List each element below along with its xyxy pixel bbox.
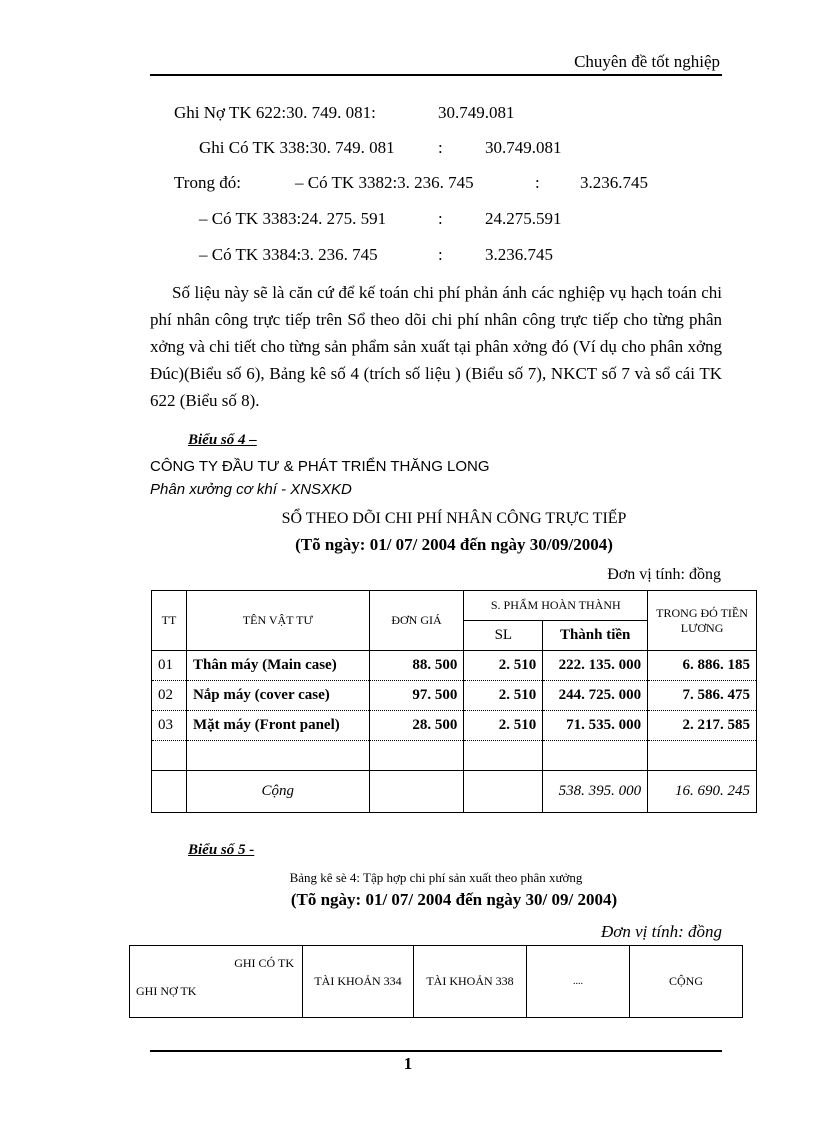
- total-amount: 538. 395. 000: [543, 771, 648, 813]
- bieu4-table: [151, 590, 757, 813]
- cell-amount: 222. 135. 000: [543, 651, 648, 681]
- cell-tt: 03: [152, 711, 187, 741]
- entry-label: – Có TK 3384:3. 236. 745: [199, 245, 378, 264]
- col-amount: Thành tiền: [543, 621, 648, 651]
- bieu4-title: SỔ THEO DÕI CHI PHÍ NHÂN CÔNG TRỰC TIẾP: [281, 510, 627, 527]
- header-corner-cell: [130, 946, 303, 1018]
- cell-name: Nắp máy (cover case): [186, 681, 369, 711]
- entry-label: – Có TK 3383:24. 275. 591: [199, 209, 387, 228]
- bieu5-period: (Tõ ngày: 01/ 07/ 2004 đến ngày 30/ 09/ 2004): [290, 890, 618, 909]
- entry-label: – Có TK 3382:3. 236. 745: [295, 173, 474, 192]
- cell-name: Mặt máy (Front panel): [186, 711, 369, 741]
- cell-price: 88. 500: [369, 651, 464, 681]
- cell-tt: 02: [152, 681, 187, 711]
- total-row: [152, 771, 757, 813]
- entry-label: Ghi Nợ TK 622:30. 749. 081:: [174, 103, 376, 122]
- col-name: TÊN VẬT TƯ: [186, 591, 369, 651]
- document-header-title: Chuyên đề tốt nghiệp: [574, 52, 720, 71]
- entry-separator: :: [438, 245, 443, 264]
- table-row: [152, 711, 757, 741]
- entry-label: Ghi Có TK 338:30. 749. 081: [199, 138, 395, 157]
- body-paragraph: [150, 279, 722, 414]
- footer-rule: [150, 1050, 722, 1052]
- page-number: 1: [403, 1054, 413, 1073]
- bieu4-unit: Đơn vị tính: đồng: [607, 566, 721, 583]
- cell-tt: 01: [152, 651, 187, 681]
- entry-separator: :: [438, 138, 443, 157]
- entry-value: 3.236.745: [580, 173, 648, 192]
- entry-value: 30.749.081: [485, 138, 562, 157]
- cell-amount: 71. 535. 000: [543, 711, 648, 741]
- entry-line-1: [174, 103, 376, 123]
- col-finished: S. PHẨM HOÀN THÀNH: [464, 591, 648, 621]
- col-tk338: TÀI KHOẢN 338: [414, 946, 527, 1018]
- entry-separator: :: [535, 173, 540, 192]
- total-label: Cộng: [186, 771, 369, 813]
- bieu5-table: [129, 945, 743, 1018]
- table-row: [152, 681, 757, 711]
- cell-wage: 2. 217. 585: [648, 711, 757, 741]
- bieu5-heading: Biểu số 5 -: [188, 842, 255, 858]
- bieu5-subtitle: Bảng kê sè 4: Tập hợp chi phí sản xuất theo phân xưởng: [289, 870, 583, 885]
- col-price: ĐƠN GIÁ: [369, 591, 464, 651]
- table-row: [152, 651, 757, 681]
- cell-wage: 7. 586. 475: [648, 681, 757, 711]
- entry-value: 30.749.081: [438, 103, 515, 122]
- bieu5-unit: Đơn vị tính: đồng: [601, 922, 722, 941]
- empty-row: [152, 741, 757, 771]
- ghi-no-label: GHI NỢ TK: [136, 984, 197, 998]
- bieu4-period: (Tõ ngày: 01/ 07/ 2004 đến ngày 30/09/2004): [295, 535, 613, 554]
- cell-name: Thân máy (Main case): [186, 651, 369, 681]
- col-total: CỘNG: [630, 946, 743, 1018]
- ghi-co-label: GHI CÓ TK: [234, 956, 294, 970]
- col-tt: TT: [152, 591, 187, 651]
- cell-wage: 6. 886. 185: [648, 651, 757, 681]
- entry-separator: :: [438, 209, 443, 228]
- cell-sl: 2. 510: [464, 651, 543, 681]
- cell-price: 28. 500: [369, 711, 464, 741]
- entry-prefix: Trong đó:: [174, 173, 241, 192]
- total-wage: 16. 690. 245: [648, 771, 757, 813]
- entry-value: 3.236.745: [485, 245, 553, 264]
- paragraph-text: Số liệu này sẽ là căn cứ để kế toán chi phí phản ánh các nghiệp vụ hạch toán chi phí nhân công trực tiếp trên Sổ theo dõi chi phí nhân công trực tiếp cho từng phân xởng và chi tiết cho từng sản phẩm sản xuất tại phân xởng đó (Ví dụ cho phân xởng Đúc)(Biểu số 6), Bảng kê số 4 (trích số liệu ) (Biểu số 7), NKCT số 7 và sổ cái TK 622 (Biểu số 8).: [150, 283, 722, 410]
- company-name: CÔNG TY ĐẦU TƯ & PHÁT TRIỂN THĂNG LONG: [150, 458, 490, 475]
- col-wage: TRONG ĐÓ TIỀN LƯƠNG: [648, 591, 757, 651]
- cell-price: 97. 500: [369, 681, 464, 711]
- col-dots: ....: [527, 946, 630, 1018]
- entry-value: 24.275.591: [485, 209, 562, 228]
- col-sl: SL: [464, 621, 543, 651]
- header-rule: [150, 74, 722, 76]
- col-tk334: TÀI KHOẢN 334: [303, 946, 414, 1018]
- cell-sl: 2. 510: [464, 711, 543, 741]
- bieu4-heading: Biểu số 4 –: [188, 432, 257, 448]
- cell-sl: 2. 510: [464, 681, 543, 711]
- cell-amount: 244. 725. 000: [543, 681, 648, 711]
- workshop-name: Phân xưởng cơ khí - XNSXKD: [150, 481, 352, 498]
